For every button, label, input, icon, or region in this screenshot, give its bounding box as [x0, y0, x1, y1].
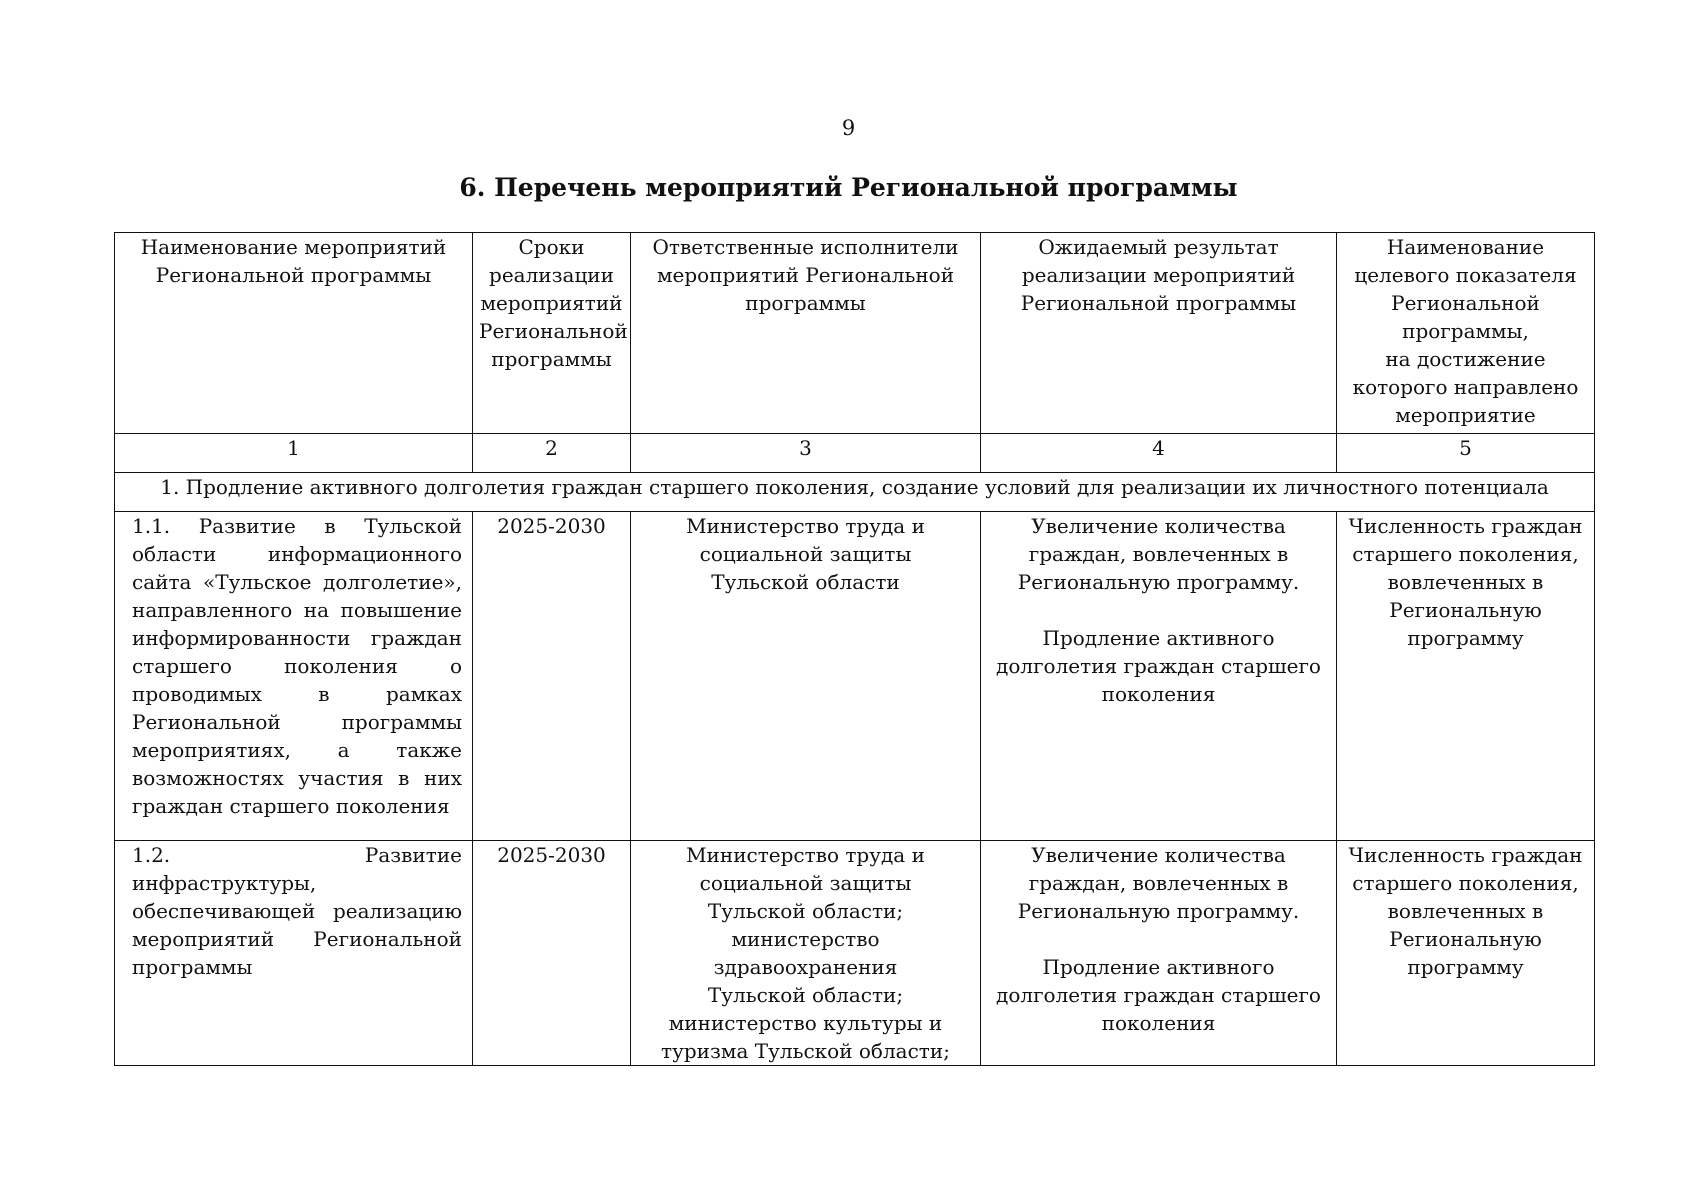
header-target-indicator: Наименование целевого показателя Региональной программы, на достижение которого направлено мероприятие [1337, 233, 1595, 434]
table-row [115, 841, 1595, 1066]
section-heading-row [115, 473, 1595, 512]
column-number: 4 [981, 434, 1337, 473]
column-number: 5 [1337, 434, 1595, 473]
executors-cell: Министерство труда и социальной защиты Тульской области; министерство здравоохранения Тульской области; министерство культуры и туризма Тульской области; [631, 841, 981, 1066]
column-number: 2 [473, 434, 631, 473]
period-cell: 2025-2030 [473, 512, 631, 841]
section-heading: 1. Продление активного долголетия граждан старшего поколения, создание условий для реализации их личностного потенциала [115, 473, 1595, 512]
expected-result-cell: Увеличение количества граждан, вовлеченных в Региональную программу. Продление активного долголетия граждан старшего поколения [981, 841, 1337, 1066]
event-name-cell: 1.2. Развитие инфраструктуры, обеспечивающей реализацию мероприятий Региональной программы [115, 841, 473, 1066]
target-indicator-cell: Численность граждан старшего поколения, вовлеченных в Региональную программу [1337, 512, 1595, 841]
header-event-name: Наименование мероприятий Региональной программы [115, 233, 473, 434]
table-row [115, 512, 1595, 841]
column-number-row [115, 434, 1595, 473]
table-header-row [115, 233, 1595, 434]
event-name-cell: 1.1. Развитие в Тульской области информационного сайта «Тульское долголетие», направленного на повышение информированности граждан старшего поколения о проводимых в рамках Региональной программы мероприятиях, а также возможностях участия в них граждан старшего поколения [115, 512, 473, 841]
header-period: Сроки реализации мероприятий Региональной программы [473, 233, 631, 434]
executors-cell: Министерство труда и социальной защиты Тульской области [631, 512, 981, 841]
page-title: 6. Перечень мероприятий Региональной программы [459, 173, 1238, 202]
period-cell: 2025-2030 [473, 841, 631, 1066]
column-number: 1 [115, 434, 473, 473]
header-executors: Ответственные исполнители мероприятий Региональной программы [631, 233, 981, 434]
expected-result-cell: Увеличение количества граждан, вовлеченных в Региональную программу. Продление активного долголетия граждан старшего поколения [981, 512, 1337, 841]
column-number: 3 [631, 434, 981, 473]
page-number: 9 [841, 116, 856, 140]
events-table [114, 232, 1595, 1066]
target-indicator-cell: Численность граждан старшего поколения, вовлеченных в Региональную программу [1337, 841, 1595, 1066]
header-expected-result: Ожидаемый результат реализации мероприятий Региональной программы [981, 233, 1337, 434]
